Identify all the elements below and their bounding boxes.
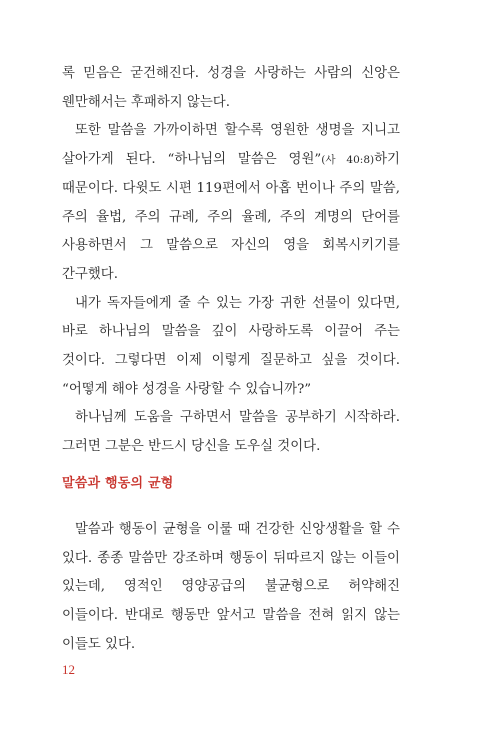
section-heading: 말씀과 행동의 균형 bbox=[62, 476, 174, 491]
paragraph: 하나님께 도움을 구하면서 말씀을 공부하기 시작하라. 그러면 그분은 반드시 당신을 도우실 것이다. bbox=[62, 410, 400, 455]
paragraph-text: 또한 말씀을 가까이하면 할수록 영원한 생명을 지니고 살아가게 된다. “하나님의 말씀은 영원” bbox=[62, 123, 400, 168]
paragraph: 말씀과 행동이 균형을 이룰 때 건강한 신앙생활을 할 수 있다. 종종 말씀만 강조하며 행동이 뒤따르지 않는 이들이 있는데, 영적인 영양공급의 불균형으로 허약해진 이들이다. 반대로 행동만 앞서고 말씀을 전혀 읽지 않는 이들도 있다. bbox=[62, 522, 400, 652]
paragraph-text: 하기 때문이다. 다윗도 시편 119편에서 아홉 번이나 주의 말씀, 주의 율법, 주의 규례, 주의 율례, 주의 계명의 단어를 사용하면서 그 말씀으로 자신의 영을 회복시키기를 간구했다. bbox=[62, 152, 400, 282]
paragraph: 내가 독자들에게 줄 수 있는 가장 귀한 선물이 있다면, 바로 하나님의 말씀을 깊이 사랑하도록 이끌어 주는 것이다. 그렇다면 이제 이렇게 질문하고 싶을 것이다. “어떻게 해야 성경을 사랑할 수 있습니까?” bbox=[62, 295, 400, 397]
scripture-reference: (사 40:8) bbox=[321, 154, 375, 167]
section-body-text bbox=[62, 516, 400, 660]
page-number: 12 bbox=[62, 662, 75, 677]
paragraph bbox=[62, 117, 400, 289]
body-text-block bbox=[62, 60, 400, 462]
paragraph: 록 믿음은 굳건해진다. 성경을 사랑하는 사람의 신앙은 웬만해서는 후패하지 않는다. bbox=[62, 66, 400, 110]
